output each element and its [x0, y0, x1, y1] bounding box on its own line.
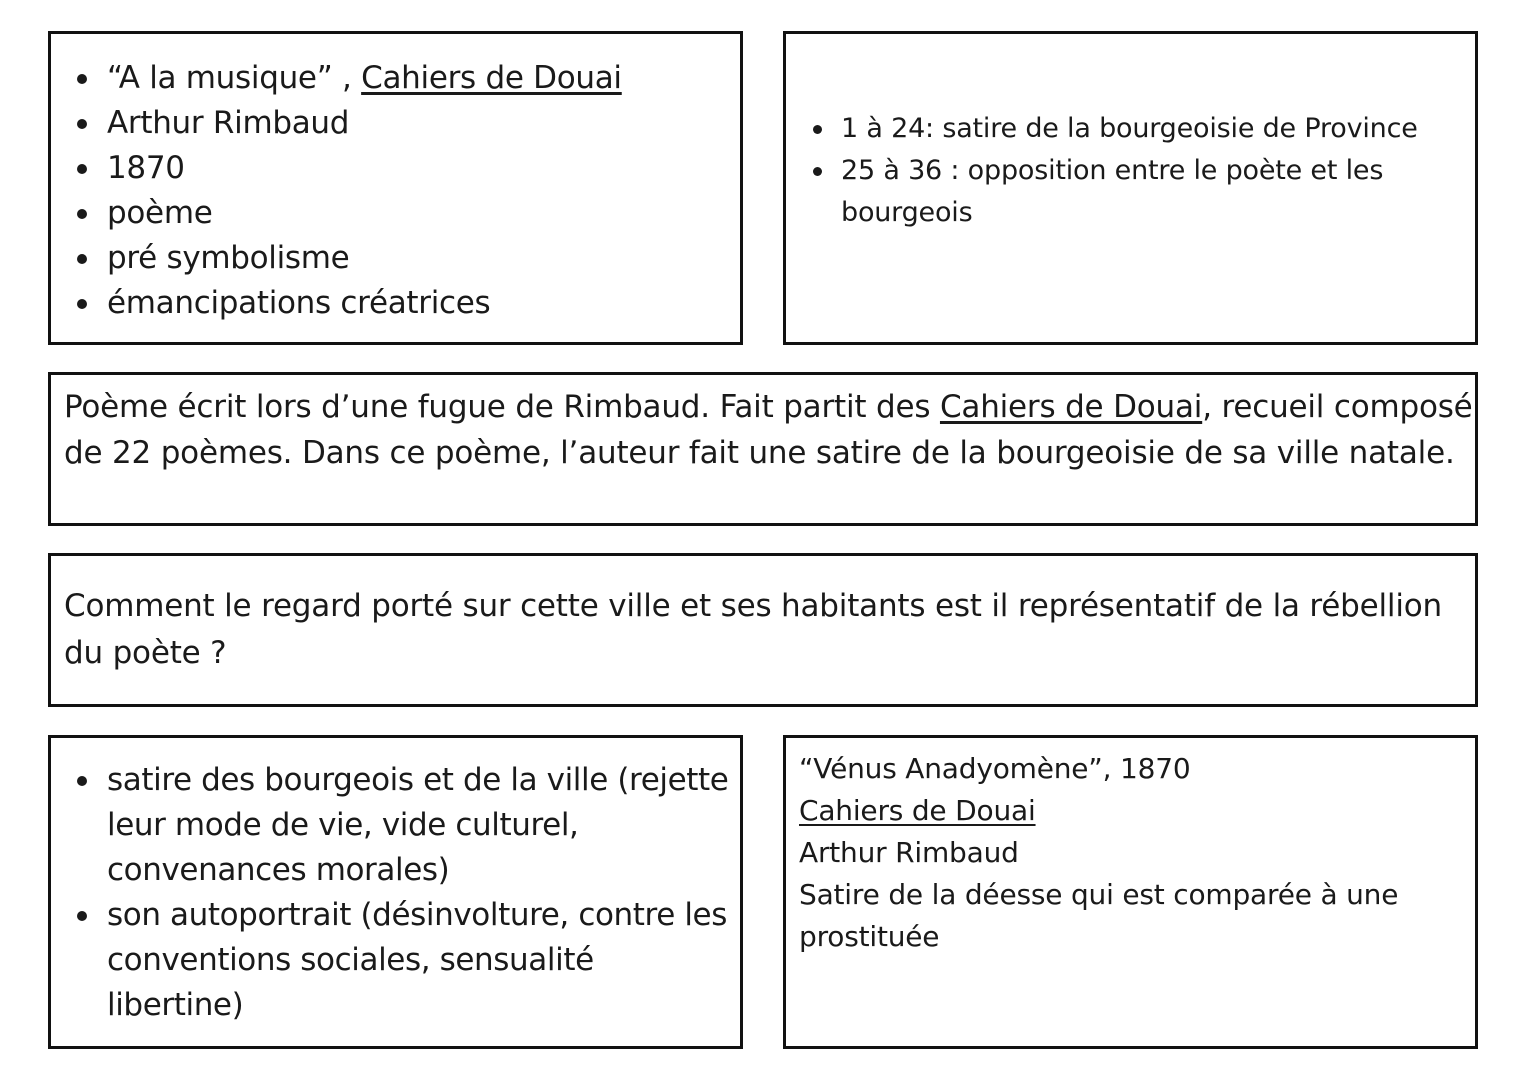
collection-title: Cahiers de Douai [361, 60, 622, 96]
list-item: son autoportrait (désinvolture, contre les conventions sociales, sensualité libertine) [51, 893, 740, 1028]
related-work-card [783, 735, 1478, 1049]
poem-title: “A la musique” , [107, 60, 362, 96]
related-description: Satire de la déesse qui est comparée à une prostituée [799, 878, 1399, 953]
intro-text-start: Poème écrit lors d’une fugue de Rimbaud. Fait partit des [64, 389, 940, 425]
related-title: “Vénus Anadyomène”, 1870 [799, 752, 1191, 785]
list-item: 1 à 24: satire de la bourgeoisie de Province [786, 108, 1475, 150]
list-item: pré symbolisme [51, 236, 740, 281]
problematique-text: Comment le regard porté sur cette ville et ses habitants est il représentatif de la rébellion du poète ? [64, 588, 1442, 671]
collection-title: Cahiers de Douai [939, 389, 1203, 425]
list-item: 1870 [51, 146, 740, 191]
introduction-card [48, 372, 1478, 526]
list-item [51, 56, 740, 101]
list-item: Arthur Rimbaud [51, 101, 740, 146]
list-item: 25 à 36 : opposition entre le poète et les bourgeois [786, 150, 1475, 234]
related-collection: Cahiers de Douai [799, 794, 1036, 827]
axes-list [51, 758, 740, 1028]
info-card [48, 31, 743, 345]
structure-list [786, 108, 1475, 234]
related-author: Arthur Rimbaud [799, 836, 1019, 869]
introduction-text [64, 384, 1475, 476]
axes-card [48, 735, 743, 1049]
list-item: satire des bourgeois et de la ville (rejette leur mode de vie, vide culturel, convenances morales) [51, 758, 740, 893]
info-list [51, 56, 740, 326]
structure-card [783, 31, 1478, 345]
list-item: émancipations créatrices [51, 281, 740, 326]
intro-text-end: , recueil composé de 22 poèmes. Dans ce poème, l’auteur fait une satire de la bourgeoisie de sa ville natale. [64, 389, 1473, 471]
problematique-card [48, 553, 1478, 707]
list-item: poème [51, 191, 740, 236]
